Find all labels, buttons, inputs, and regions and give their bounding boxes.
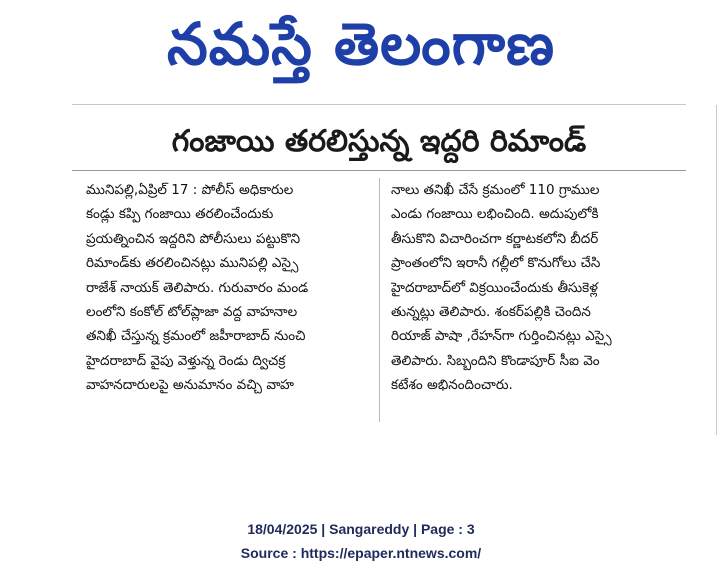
masthead-title: నమస్తే తెలంగాణ [167, 10, 555, 78]
article-right-column [391, 178, 687, 398]
article-headline: గంజాయి తరలిస్తున్న ఇద్దరి రిమాండ్ [171, 124, 587, 159]
masthead [0, 0, 722, 92]
article-line: ప్రయత్నించిన ఇద్దరిని పోలీసులు పట్టుకొని [86, 230, 301, 247]
frame-right-line [716, 105, 717, 435]
frame-top-line [72, 104, 686, 105]
article-line: మునిపల్లి,ఏప్రిల్ 17 : పోలీస్ అధికారుల [86, 182, 294, 198]
article-line: తీసుకొని విచారించగా కర్ణాటకలోని బీదర్ [391, 230, 599, 247]
article-line: నాలు తనిఖీ చేసే క్రమంలో 110 గ్రాముల [391, 182, 600, 198]
article-line: హైదరాబాద్ వైపు వెళ్తున్న రెండు ద్విచక్ర [86, 352, 286, 369]
article-left-column [86, 178, 382, 398]
article-line: ప్రాంతంలోని ఇరానీ గల్లీలో కొనుగోలు చేసి [391, 255, 601, 272]
article-line: తున్నట్లు తెలిపారు. శంకర్‌పల్లికి చెందిన [391, 303, 591, 320]
article-line: తెలిపారు. సిబ్బందిని కొండాపూర్ సీఐ వెం [391, 352, 600, 369]
article-line: రిమాండ్‌కు తరలించినట్లు మునిపల్లి ఎస్సై [86, 255, 299, 272]
article-line: వాహనదారులపై అనుమానం వచ్చి వాహ [86, 377, 294, 394]
footer-meta: 18/04/2025 | Sangareddy | Page : 3 [247, 521, 475, 537]
article-line: హైదరాబాద్‌లో విక్రయించేందుకు తీసుకెళ్ల [391, 279, 598, 296]
column-divider [379, 178, 380, 422]
article-line: తనిఖీ చేస్తున్న క్రమంలో జహీరాబాద్ నుంచి [86, 328, 306, 345]
article-line: రాజేశ్ నాయక్ తెలిపారు. గురువారం మండ [86, 279, 309, 296]
article-line: ఎండు గంజాయి లభించింది. అదుపులోకి [391, 206, 599, 223]
article-line: కటేశం అభినందించారు. [391, 377, 513, 394]
article-line: రియాజ్ పాషా ,రేహన్‌గా గుర్తించినట్లు ఎస్సై [391, 328, 612, 345]
footer-source: Source : https://epaper.ntnews.com/ [240, 545, 482, 561]
article-line: కండ్లు కప్పి గంజాయి తరలించేందుకు [86, 206, 274, 223]
headline-rule [72, 170, 686, 171]
article-line: లంలోని కంకోల్ టోల్‌ప్లాజా వద్ద వాహనాల [86, 303, 298, 320]
